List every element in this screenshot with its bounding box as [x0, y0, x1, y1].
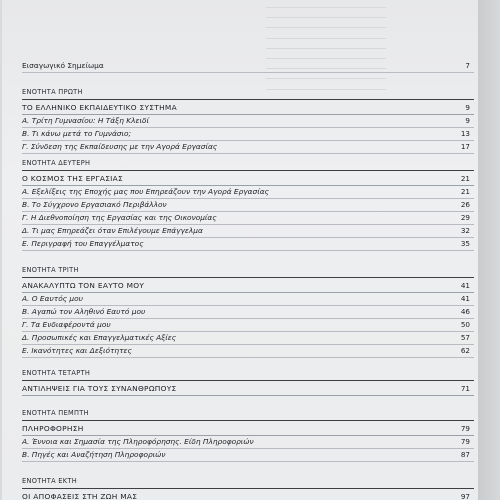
toc-entry: Β. Αγαπώ τον Αληθινό Εαυτό μου 46 — [22, 306, 474, 319]
section-title: Ο ΚΟΣΜΟΣ ΤΗΣ ΕΡΓΑΣΙΑΣ 21 — [22, 173, 474, 186]
section-rule — [22, 380, 474, 381]
toc-entry: Α. Εξελίξεις της Εποχής μας που Επηρεάζουν την Αγορά Εργασίας 21 — [22, 186, 474, 199]
section-title: ΟΙ ΑΠΟΦΑΣΕΙΣ ΣΤΗ ΖΩΗ ΜΑΣ 97 — [22, 492, 470, 500]
section-title: ΑΝΑΚΑΛΥΠΤΩ ΤΟΝ ΕΑΥΤΟ ΜΟΥ 41 — [22, 280, 474, 293]
section-rule — [22, 170, 474, 171]
toc-section-3 — [22, 265, 474, 358]
toc-entry-intro — [22, 60, 474, 73]
section-label: ΕΝΟΤΗΤΑ ΠΡΩΤΗ — [22, 88, 83, 96]
document-page — [2, 0, 480, 500]
page-edge-shadow — [478, 0, 500, 500]
section-rule — [22, 488, 474, 489]
section-rule — [22, 277, 474, 278]
toc-entry: Α. Ο Εαυτός μου 41 — [22, 293, 474, 306]
entry-page: 7 — [465, 61, 470, 70]
section-title: ΠΛΗΡΟΦΟΡΗΣΗ 79 — [22, 423, 474, 436]
toc-entry: Α. Τρίτη Γυμνασίου: Η Τάξη Κλειδί 9 — [22, 115, 474, 128]
toc-entry: Δ. Τι μας Επηρεάζει όταν Επιλέγουμε Επάγγελμα 32 — [22, 225, 474, 238]
toc-entry: Β. Το Σύγχρονο Εργασιακό Περιβάλλον 26 — [22, 199, 474, 212]
section-title: ΑΝΤΙΛΗΨΕΙΣ ΓΙΑ ΤΟΥΣ ΣΥΝΑΝΘΡΩΠΟΥΣ 71 — [22, 383, 474, 396]
section-label: ΕΝΟΤΗΤΑ ΤΕΤΑΡΤΗ — [22, 369, 91, 377]
section-label: ΕΝΟΤΗΤΑ ΕΚΤΗ — [22, 477, 77, 485]
section-rule — [22, 420, 474, 421]
toc-entry: Γ. Σύνδεση της Εκπαίδευσης με την Αγορά Εργασίας 17 — [22, 141, 474, 154]
toc-section-4 — [22, 368, 474, 396]
toc-section-5 — [22, 408, 474, 462]
section-rule — [22, 99, 474, 100]
toc-section-6 — [22, 476, 474, 500]
toc-section-1 — [22, 87, 474, 154]
toc-entry: Β. Πηγές και Αναζήτηση Πληροφοριών 87 — [22, 449, 474, 462]
section-title: ΤΟ ΕΛΛΗΝΙΚΟ ΕΚΠΑΙΔΕΥΤΙΚΟ ΣΥΣΤΗΜΑ 9 — [22, 102, 474, 115]
section-label: ΕΝΟΤΗΤΑ ΤΡΙΤΗ — [22, 266, 79, 274]
toc-entry: Ε. Ικανότητες και Δεξιότητες 62 — [22, 345, 474, 358]
section-label: ΕΝΟΤΗΤΑ ΠΕΜΠΤΗ — [22, 409, 89, 417]
section-label: ΕΝΟΤΗΤΑ ΔΕΥΤΕΡΗ — [22, 159, 91, 167]
entry-title: Εισαγωγικό Σημείωμα — [22, 61, 104, 70]
toc-entry: Γ. Η Διεθνοποίηση της Εργασίας και της Οικονομίας 29 — [22, 212, 474, 225]
toc-entry: Ε. Περιγραφή του Επαγγέλματος 35 — [22, 238, 474, 251]
toc-entry: Δ. Προσωπικές και Επαγγελματικές Αξίες 57 — [22, 332, 474, 345]
toc-entry: Γ. Τα Ενδιαφέροντά μου 50 — [22, 319, 474, 332]
toc-section-2 — [22, 158, 474, 251]
toc-entry: Β. Τι κάνω μετά το Γυμνάσιο; 13 — [22, 128, 474, 141]
toc-entry: Α. Έννοια και Σημασία της Πληροφόρησης. Είδη Πληροφοριών 79 — [22, 436, 474, 449]
intro-entry — [22, 60, 474, 73]
